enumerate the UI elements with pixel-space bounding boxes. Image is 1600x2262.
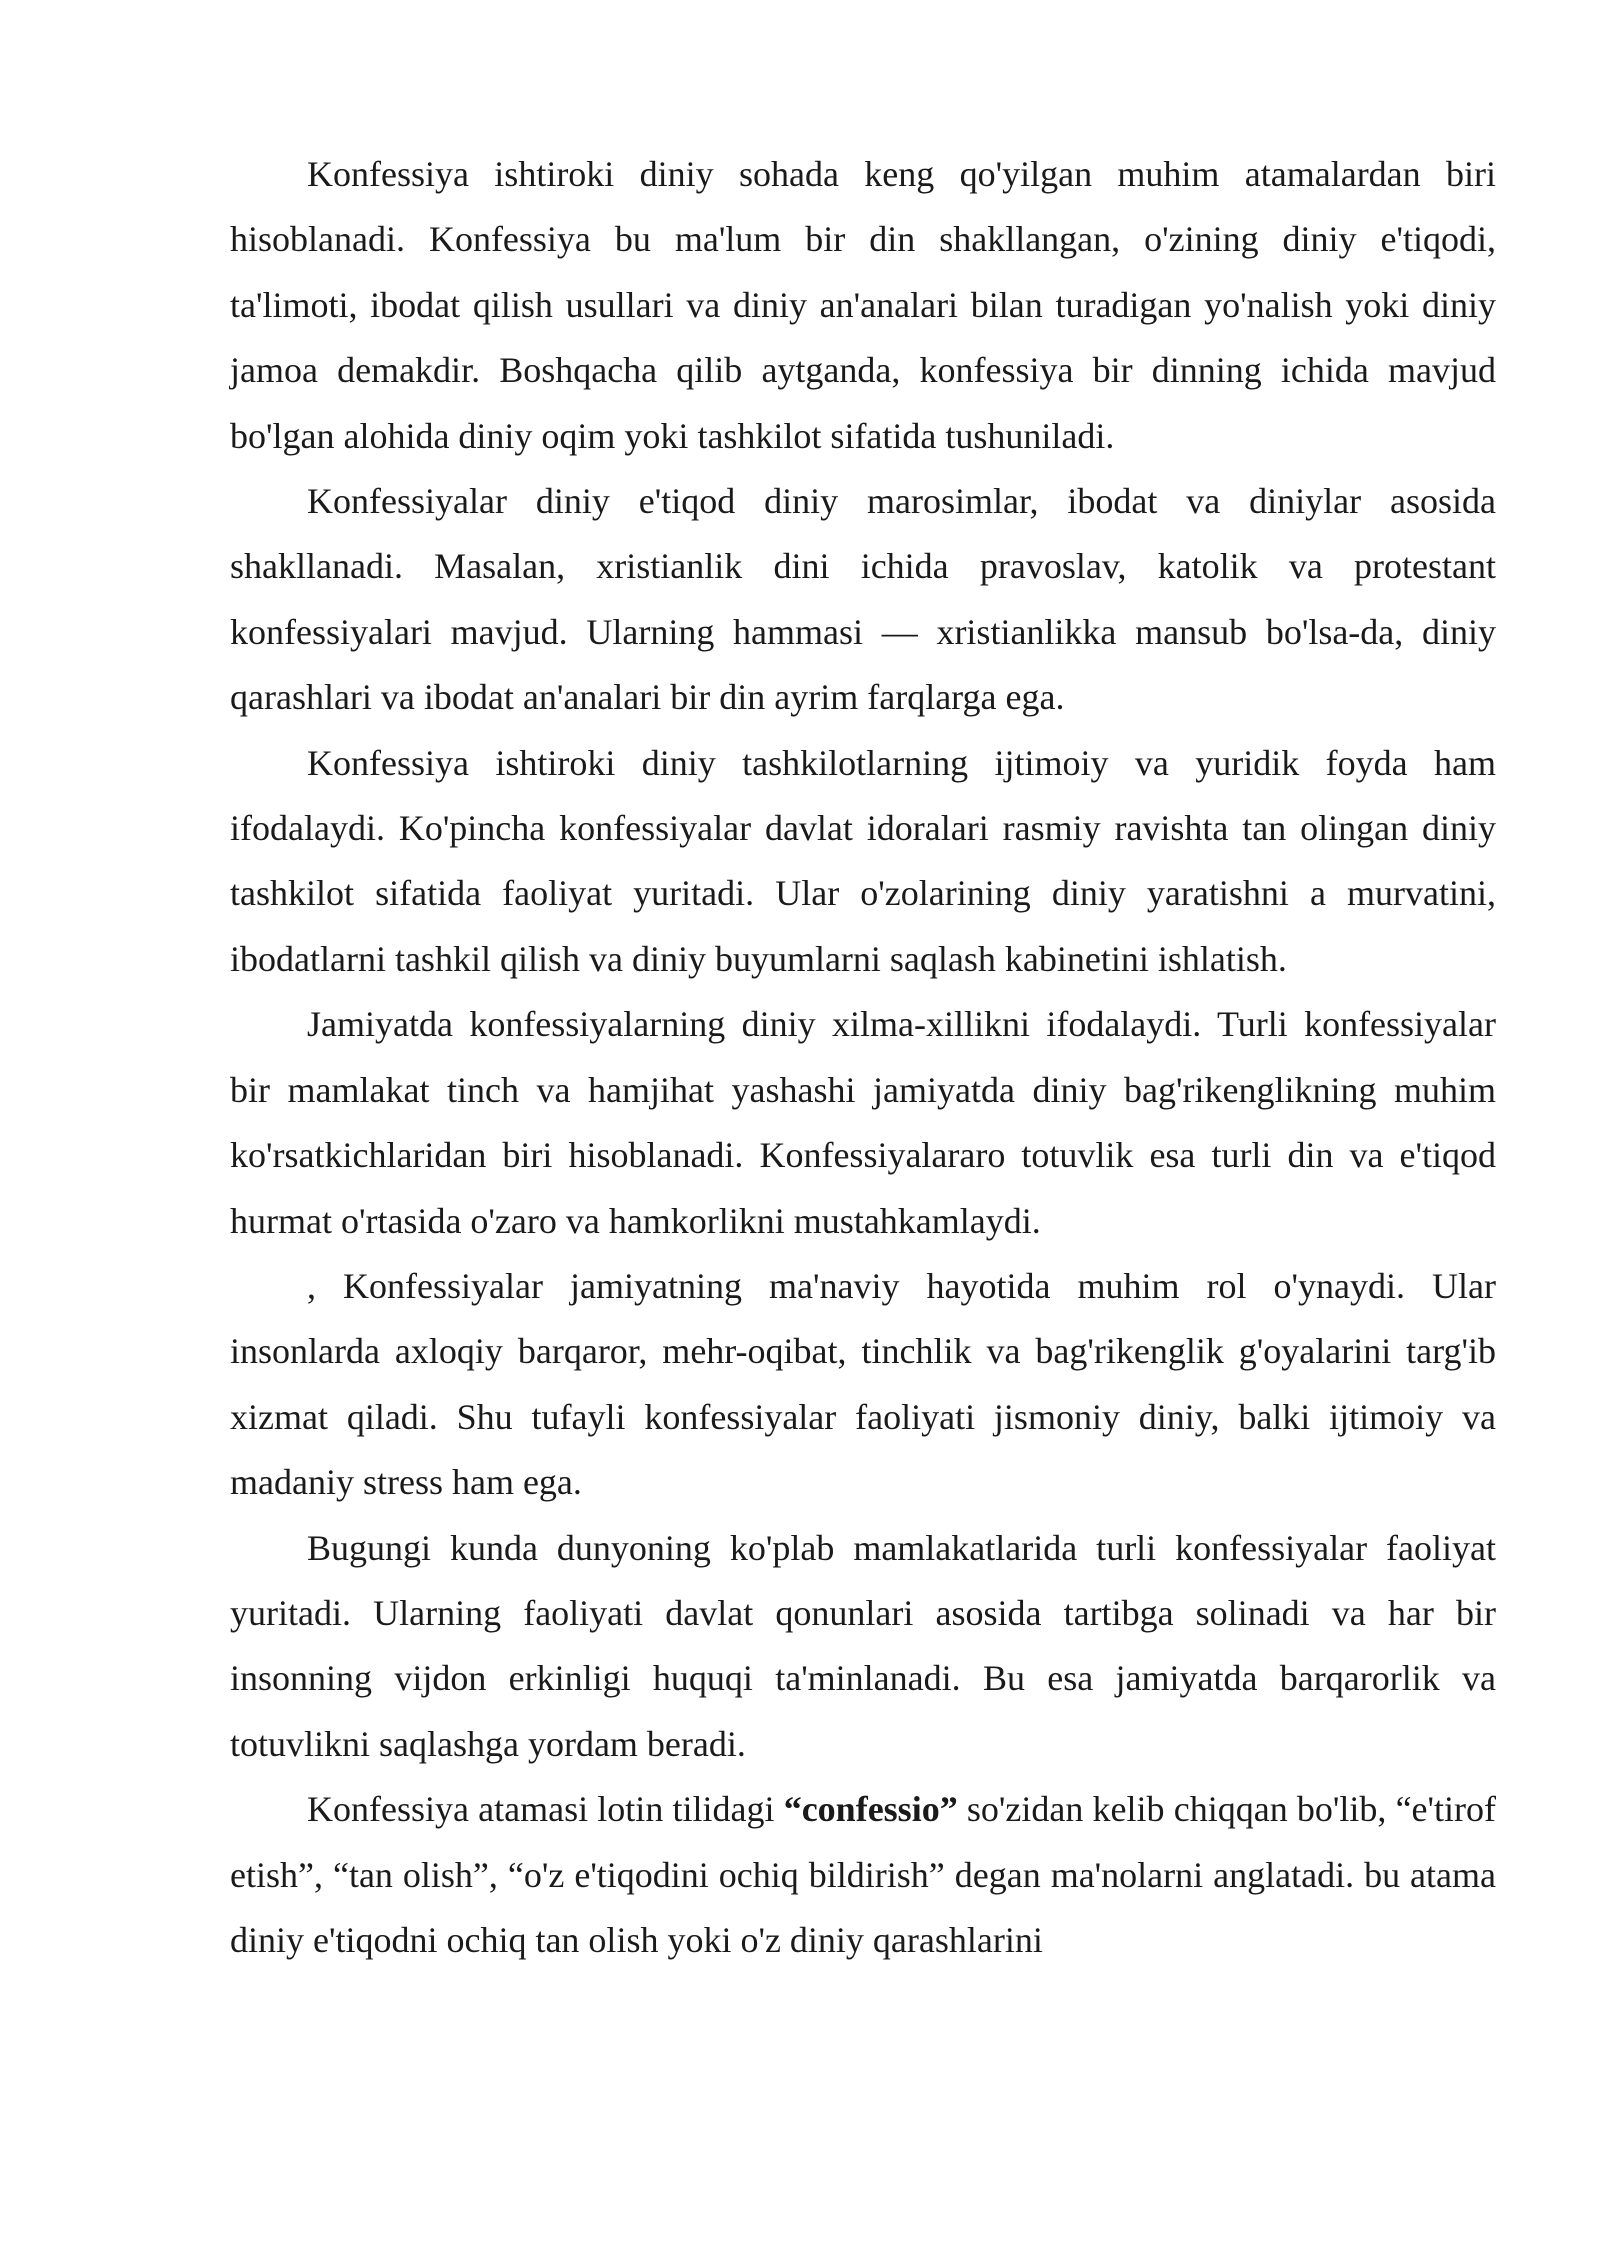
document-body	[230, 142, 1496, 1973]
paragraph-2: Konfessiyalar diniy e'tiqod diniy marosimlar, ibodat va diniylar asosida shakllanadi. Masalan, xristianlik dini ichida pravoslav, katolik va protestant konfessiyalari mavjud. Ularning hammasi — xristianlikka mansub bo'lsa-da, diniy qarashlari va ibodat an'analari bir din ayrim farqlarga ega.	[230, 481, 1496, 718]
paragraph-7	[230, 1777, 1496, 1973]
paragraph-1: Konfessiya ishtiroki diniy sohada keng qo'yilgan muhim atamalardan biri hisoblanadi. Konfessiya bu ma'lum bir din shakllangan, o'zining diniy e'tiqodi, ta'limoti, ibodat qilish usullari va diniy an'analari bilan turadigan yo'nalish yoki diniy jamoa demakdir. Boshqacha qilib aytganda, konfessiya bir dinning ichida mavjud bo'lgan alohida diniy oqim yoki tashkilot sifatida tushuniladi.	[230, 154, 1496, 456]
paragraph-7-end: so'zidan kelib chiqqan bo'lib, “e'tirof etish”, “tan olish”, “o'z e'tiqodini ochiq bildirish” degan ma'nolarni anglatadi. bu atama diniy e'tiqodni ochiq tan olish yoki o'z diniy qarashlarini	[230, 1789, 1496, 1960]
paragraph-5: , Konfessiyalar jamiyatning ma'naviy hayotida muhim rol o'ynaydi. Ular insonlarda axloqiy barqaror, mehr-oqibat, tinchlik va bag'rikenglik g'oyalarini targ'ib xizmat qiladi. Shu tufayli konfessiyalar faoliyati jismoniy diniy, balki ijtimoiy va madaniy stress ham ega.	[230, 1265, 1496, 1503]
paragraph-6: Bugungi kunda dunyoning ko'plab mamlakatlarida turli konfessiyalar faoliyat yuritadi. Ularning faoliyati davlat qonunlari asosida tartibga solinadi va har bir insonning vijdon erkinligi huquqi ta'minlanadi. Bu esa jamiyatda barqarorlik va totuvlikni saqlashga yordam beradi.	[230, 1527, 1496, 1764]
paragraph-7-start: Konfessiya atamasi lotin tilidagi	[307, 1789, 784, 1830]
confessio-term: “confessio”	[783, 1789, 958, 1830]
paragraph-4: Jamiyatda konfessiyalarning diniy xilma-xillikni ifodalaydi. Turli konfessiyalar bir mamlakat tinch va hamjihat yashashi jamiyatda diniy bag'rikenglikning muhim ko'rsatkichlaridan biri hisoblanadi. Konfessiyalararo totuvlik esa turli din va e'tiqod hurmat o'rtasida o'zaro va hamkorlikni mustahkamlaydi.	[230, 1004, 1496, 1241]
paragraph-3: Konfessiya ishtiroki diniy tashkilotlarning ijtimoiy va yuridik foyda ham ifodalaydi. Ko'pincha konfessiyalar davlat idoralari rasmiy ravishta tan olingan diniy tashkilot sifatida faoliyat yuritadi. Ular o'zolarining diniy yaratishni a murvatini, ibodatlarni tashkil qilish va diniy buyumlarni saqlash kabinetini ishlatish.	[230, 742, 1496, 979]
